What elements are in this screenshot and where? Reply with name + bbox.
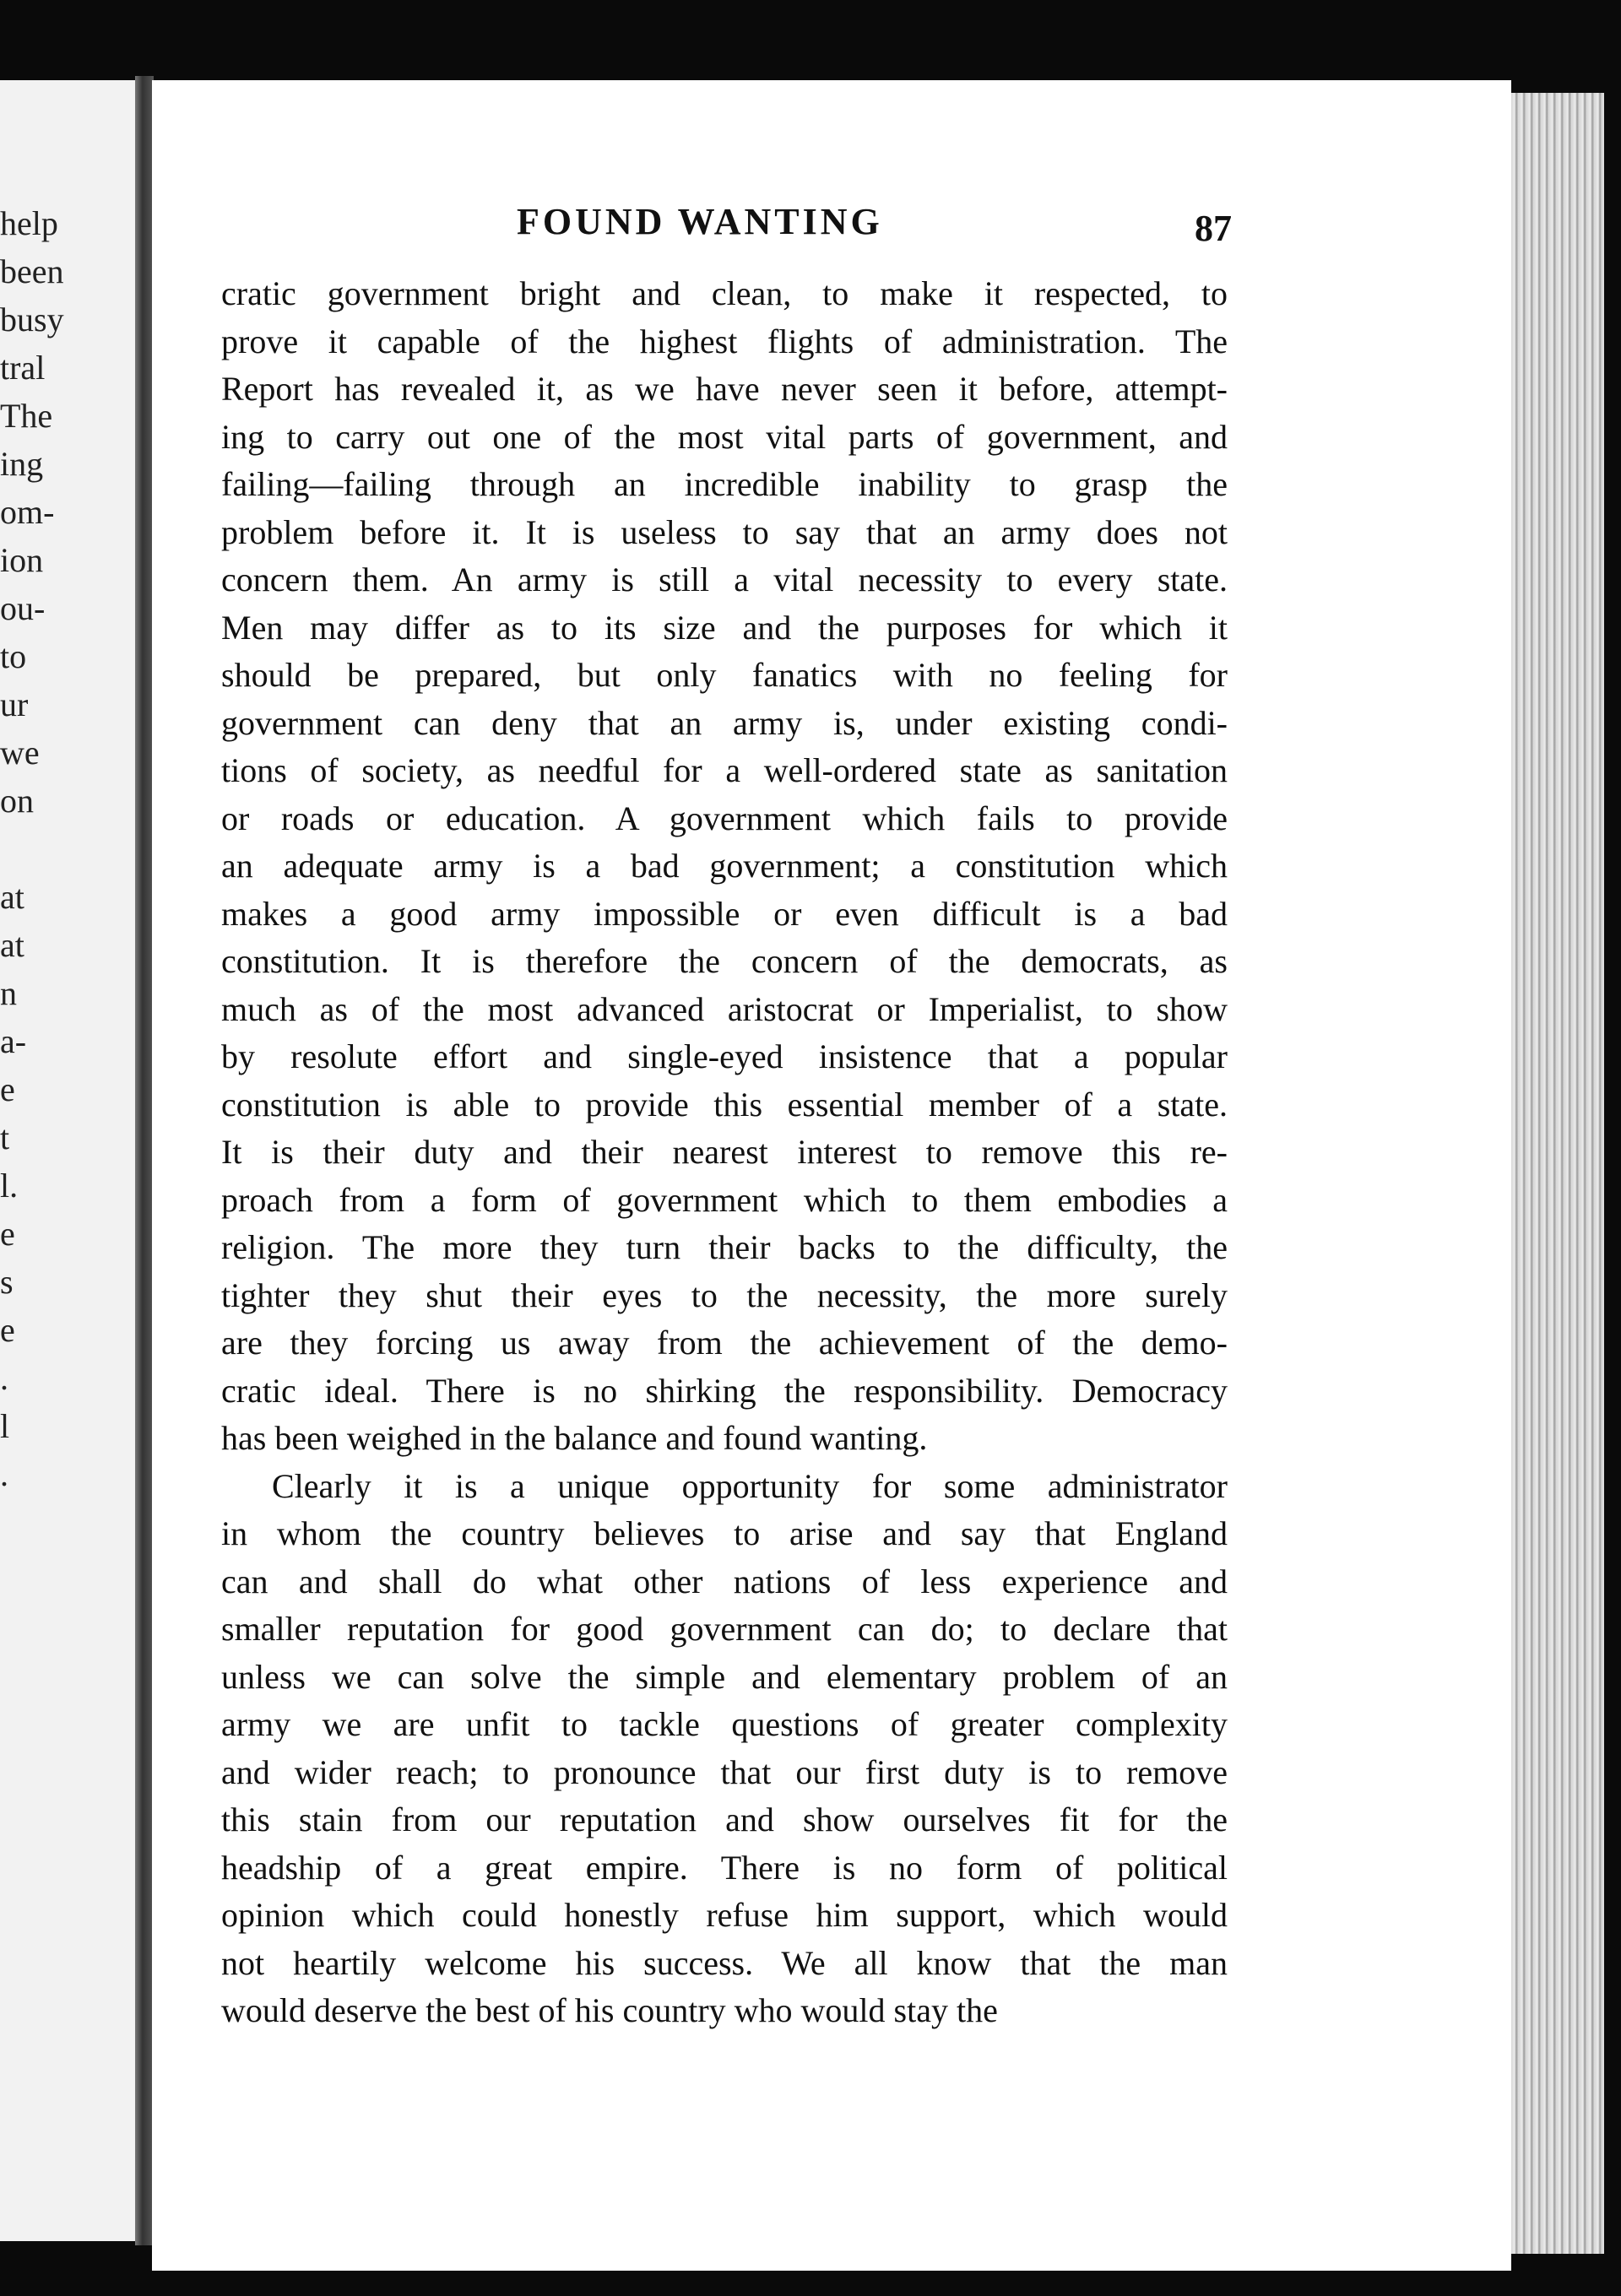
facing-page-fragment: at (0, 878, 24, 916)
facing-page-fragment: e (0, 1311, 15, 1349)
text-line: has been weighed in the balance and found wanting. (221, 1419, 928, 1457)
page-number: 87 (1195, 208, 1232, 249)
text-line: unless we can solve the simple and elementary problem of an (221, 1657, 1228, 1696)
text-line: proach from a form of government which to them embodies a (221, 1180, 1228, 1219)
facing-page-fragment: ur (0, 685, 29, 723)
text-line: headship of a great empire. There is no form of political (221, 1848, 1228, 1887)
text-line: ing to carry out one of the most vital parts of government, and (221, 417, 1228, 456)
facing-page-fragment: tral (0, 349, 46, 387)
text-line: opinion which could honestly refuse him support, which would (221, 1896, 1228, 1934)
text-line: failing—failing through an incredible inability to grasp the (221, 465, 1228, 503)
text-line: problem before it. It is useless to say that an army does not (221, 512, 1228, 551)
text-line: an adequate army is a bad government; a constitution which (221, 847, 1228, 885)
text-line: constitution is able to provide this essential member of a state. (221, 1085, 1228, 1124)
facing-page-fragment: . (0, 1455, 8, 1493)
text-line: makes a good army impossible or even difficult is a bad (221, 894, 1228, 933)
facing-page-fragment: om- (0, 493, 55, 531)
text-line: by resolute effort and single-eyed insistence that a popular (221, 1037, 1228, 1075)
facing-page-fragment: we (0, 734, 40, 772)
text-line: can and shall do what other nations of less experience and (221, 1562, 1228, 1600)
page-block-edges (1511, 93, 1604, 2254)
text-line: government can deny that an army is, under existing condi- (221, 703, 1228, 742)
facing-page-fragment: ing (0, 445, 44, 483)
text-line: religion. The more they turn their backs to the difficulty, the (221, 1228, 1228, 1266)
facing-page-fragment: to (0, 637, 27, 675)
text-line: Report has revealed it, as we have never seen it before, attempt- (221, 370, 1228, 408)
text-line: this stain from our reputation and show ourselves fit for the (221, 1801, 1228, 1838)
facing-page-fragment: . (0, 1359, 8, 1397)
text-line: not heartily welcome his success. We all know that the man (221, 1943, 1228, 1982)
facing-page-fragment: busy (0, 301, 64, 338)
facing-page-fragment: l. (0, 1167, 19, 1205)
facing-page-fragment: The (0, 397, 53, 435)
facing-page-fragment: ion (0, 541, 44, 579)
text-line: should be prepared, but only fanatics with no feeling for (221, 656, 1228, 694)
facing-page-fragment: s (0, 1263, 14, 1301)
text-line: It is their duty and their nearest interest to remove this re- (221, 1133, 1228, 1171)
text-line: much as of the most advanced aristocrat or Imperialist, to show (221, 989, 1228, 1028)
facing-page-fragment: ou- (0, 589, 46, 627)
facing-page-fragment: on (0, 782, 34, 820)
text-line: and wider reach; to pronounce that our first duty is to remove (221, 1752, 1228, 1791)
running-head: FOUND WANTING (517, 201, 883, 242)
book-gutter (135, 76, 154, 2245)
body-text (221, 270, 1228, 2035)
text-line: or roads or education. A government which fails to provide (221, 799, 1228, 837)
facing-page-fragment: t (0, 1118, 10, 1156)
text-line: tighter they shut their eyes to the necessity, the more surely (221, 1275, 1228, 1314)
facing-page-edge (0, 80, 142, 2241)
facing-page-fragment: been (0, 252, 64, 290)
text-line: smaller reputation for good government can do; to declare that (221, 1610, 1228, 1648)
facing-page-fragment: l (0, 1407, 10, 1445)
text-line: cratic ideal. There is no shirking the responsibility. Democracy (221, 1371, 1228, 1410)
text-line: prove it capable of the highest flights of administration. The (221, 322, 1228, 360)
text-line: concern them. An army is still a vital necessity to every state. (221, 560, 1228, 598)
facing-page-fragment: a- (0, 1022, 27, 1060)
text-line: army we are unfit to tackle questions of greater complexity (221, 1705, 1228, 1743)
text-line: tions of society, as needful for a well-ordered state as sanitation (221, 751, 1228, 789)
text-line: in whom the country believes to arise and say that England (221, 1514, 1228, 1552)
text-line: are they forcing us away from the achievement of the demo- (221, 1324, 1228, 1362)
text-line: Clearly it is a unique opportunity for some administrator (272, 1466, 1228, 1505)
facing-page-fragment: at (0, 926, 24, 964)
facing-page-fragment: n (0, 974, 17, 1012)
text-line: cratic government bright and clean, to make it respected, to (221, 274, 1228, 312)
facing-page-fragment: e (0, 1070, 15, 1108)
text-line: constitution. It is therefore the concern of the democrats, as (221, 942, 1228, 980)
text-line: Men may differ as to its size and the purposes for which it (221, 608, 1228, 647)
text-line: would deserve the best of his country who would stay the (221, 1991, 998, 2029)
facing-page-fragment: help (0, 204, 58, 242)
facing-page-fragment: e (0, 1215, 15, 1253)
